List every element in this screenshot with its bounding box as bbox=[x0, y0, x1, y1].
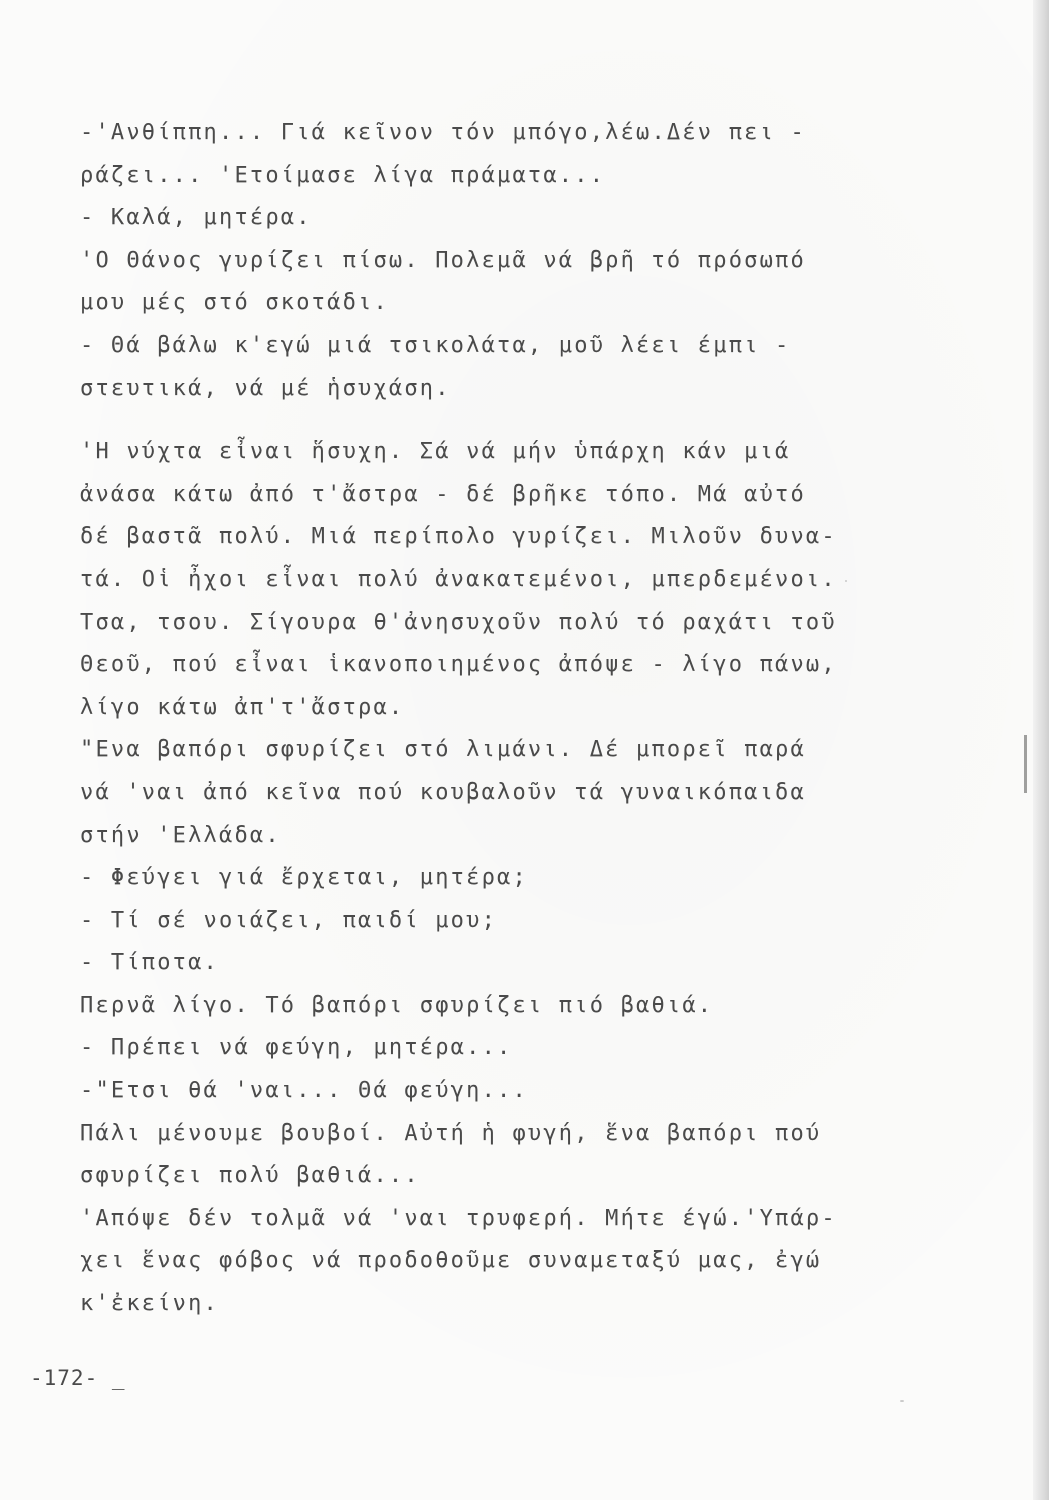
text-line: - Καλά, μητέρα. bbox=[80, 205, 312, 231]
text-line: Πάλι μένουμε βουβοί. Αὐτή ἡ φυγή, ἕνα βαπόρι πού bbox=[80, 1120, 822, 1146]
text-line: τά. Οἱ ἦχοι εἶναι πολύ ἀνακατεμένοι, μπερδεμένοι. bbox=[80, 566, 837, 592]
text-line: -'Ανθίππη... Γιά κεῖνον τόν μπόγο,λέω.Δέν πει - bbox=[80, 120, 806, 145]
text-line: Τσα, τσου. Σίγουρα θ'ἀνησυχοῦν πολύ τό ραχάτι τοῦ bbox=[80, 609, 837, 635]
text-line: λίγο κάτω ἀπ'τ'ἄστρα. bbox=[80, 694, 405, 720]
text-line: 'Η νύχτα εἶναι ἥσυχη. Σά νά μήν ὑπάρχη κάν μιά bbox=[80, 439, 791, 465]
text-line: στήν 'Ελλάδα. bbox=[80, 822, 281, 848]
text-line: - Τίποτα. bbox=[80, 950, 220, 976]
text-line: ἀνάσα κάτω ἀπό τ'ἄστρα - δέ βρῆκε τόπο. Μά αὐτό bbox=[80, 481, 806, 507]
text-line: - Πρέπει νά φεύγη, μητέρα... bbox=[80, 1035, 513, 1061]
margin-mark bbox=[1024, 735, 1027, 793]
text-line: 'Απόψε δέν τολμᾶ νά 'ναι τρυφερή. Μήτε έγώ.'Υπάρ- bbox=[80, 1205, 837, 1231]
text-line: - Θά βάλω κ'εγώ μιά τσικολάτα, μοῦ λέει έμπι - bbox=[80, 332, 791, 358]
text-line: νά 'ναι ἀπό κεῖνα πού κουβαλοῦν τά γυναικόπαιδα bbox=[80, 779, 806, 805]
text-line: Θεοῦ, πού εἶναι ἱκανοποιημένος ἀπόψε - λίγο πάνω, bbox=[80, 652, 837, 678]
text-line: στευτικά, νά μέ ἡσυχάση. bbox=[80, 375, 451, 401]
text-line: σφυρίζει πολύ βαθιά... bbox=[80, 1163, 420, 1189]
text-line: δέ βαστᾶ πολύ. Μιά περίπολο γυρίζει. Μιλοῦν δυνα- bbox=[80, 524, 837, 550]
paragraph-night-scene bbox=[80, 431, 950, 1325]
text-line: 'Ο Θάνος γυρίζει πίσω. Πολεμᾶ νά βρῆ τό πρόσωπό bbox=[80, 247, 806, 273]
text-line: "Ενα βαπόρι σφυρίζει στό λιμάνι. Δέ μπορεῖ παρά bbox=[80, 737, 806, 763]
book-spine-shadow bbox=[1033, 0, 1049, 1500]
page-number: -172- _ bbox=[30, 1366, 126, 1390]
paper-speck bbox=[900, 1400, 904, 1402]
paragraph-gap bbox=[80, 410, 950, 431]
text-line: - Φεύγει γιά ἔρχεται, μητέρα; bbox=[80, 865, 528, 891]
text-line: -"Ετσι θά 'ναι... Θά φεύγη... bbox=[80, 1078, 528, 1104]
text-line: κ'ἐκείνη. bbox=[80, 1291, 220, 1317]
text-line: χει ἕνας φόβος νά προδοθοῦμε συναμεταξύ μας, ἐγώ bbox=[80, 1248, 822, 1274]
text-line: Περνᾶ λίγο. Τό βαπόρι σφυρίζει πιό βαθιά. bbox=[80, 992, 714, 1018]
paragraph-dialogue-opening bbox=[80, 112, 950, 410]
text-line: μου μές στό σκοτάδι. bbox=[80, 290, 389, 316]
text-line: ράζει... 'Ετοίμασε λίγα πράματα... bbox=[80, 162, 606, 188]
paper-speck bbox=[845, 580, 847, 582]
text-line: - Τί σέ νοιάζει, παιδί μου; bbox=[80, 907, 498, 933]
typewritten-text bbox=[80, 112, 950, 1326]
